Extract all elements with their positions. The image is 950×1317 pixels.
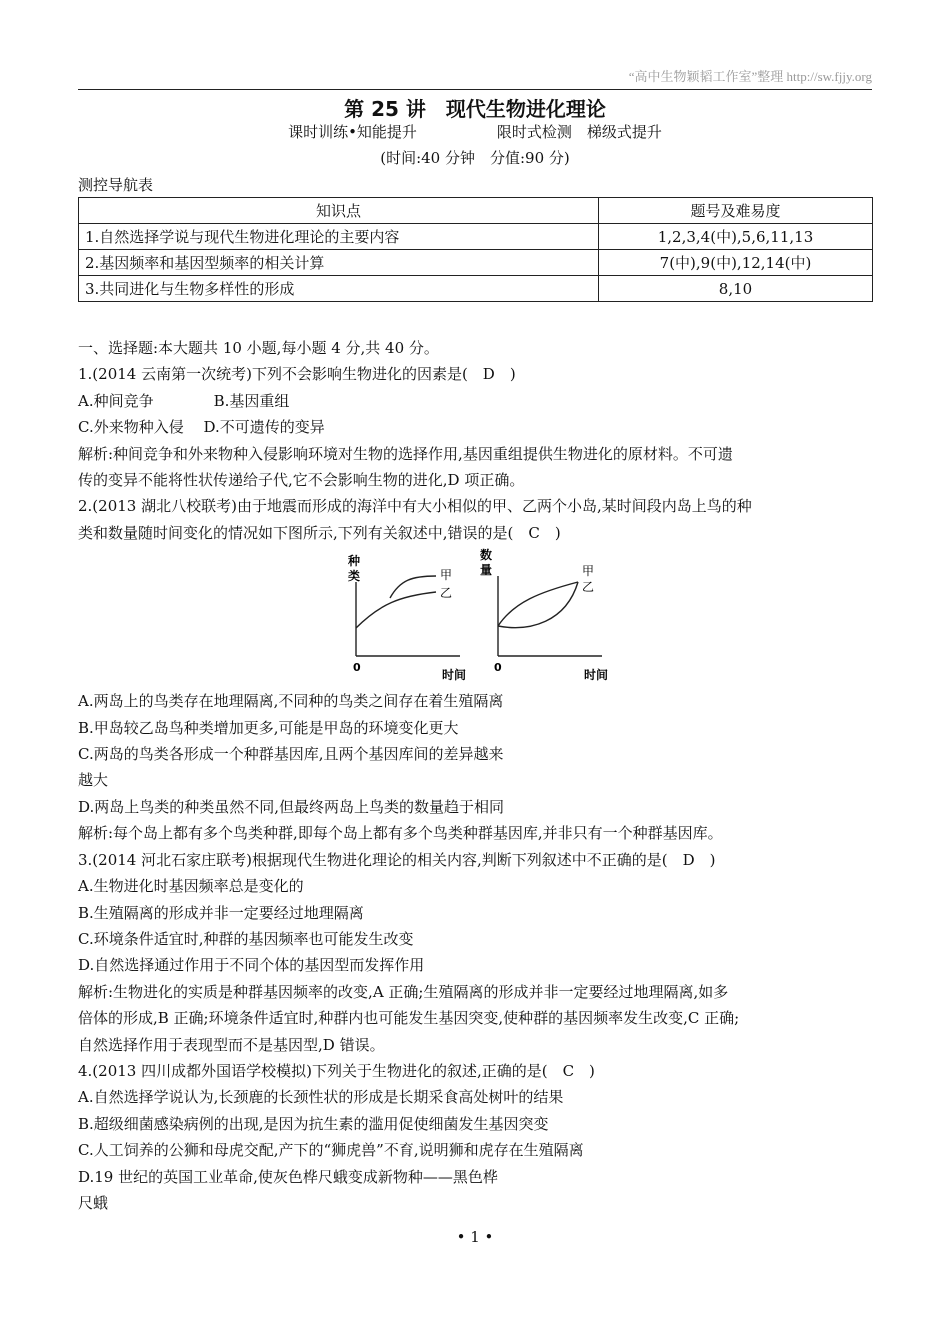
species-legend-yi: 乙 bbox=[440, 586, 453, 601]
nav-table bbox=[78, 197, 873, 302]
q4-option-d-cont: 尺蛾 bbox=[78, 1193, 109, 1212]
q3-option-d: D.自然选择通过作用于不同个体的基因型而发挥作用 bbox=[78, 956, 425, 975]
q2-option-d: D.两岛上鸟类的种类虽然不同,但最终两岛上鸟类的数量趋于相同 bbox=[78, 797, 505, 816]
species-ylabel: 种 bbox=[348, 554, 361, 569]
nav-table-header-row bbox=[79, 198, 873, 224]
q2-stem-line: 2.(2013 湖北八校联考)由于地震而形成的海洋中有大小相似的甲、乙两个小岛,某时间段内岛上鸟的种 bbox=[78, 497, 752, 516]
table-cell: 2.基因频率和基因型频率的相关计算 bbox=[79, 250, 599, 276]
quantity-curve-yi bbox=[498, 582, 578, 628]
question-content bbox=[78, 335, 874, 1216]
table-cell: 7(中),9(中),12,14(中) bbox=[599, 250, 873, 276]
subtitle-left: 课时训练•知能提升 bbox=[288, 123, 417, 141]
table-cell: 3.共同进化与生物多样性的形成 bbox=[79, 276, 599, 302]
quantity-legend-jia: 甲 bbox=[582, 564, 595, 579]
quantity-curve-jia bbox=[498, 582, 578, 626]
page-title: 第 25 讲 现代生物进化理论 bbox=[344, 97, 606, 121]
nav-header-knowledge: 知识点 bbox=[79, 198, 599, 224]
q4-stem: 4.(2013 四川成都外国语学校模拟)下列关于生物进化的叙述,正确的是( C ) bbox=[78, 1061, 595, 1080]
q2-option-c: C.两岛的鸟类各形成一个种群基因库,且两个基因库间的差异越来 bbox=[78, 745, 504, 764]
table-row bbox=[79, 250, 873, 276]
species-ylabel: 类 bbox=[348, 569, 361, 584]
q3-stem: 3.(2014 河北石家庄联考)根据现代生物进化理论的相关内容,判断下列叙述中不正确的是( D ) bbox=[78, 850, 716, 869]
subtitle-right: 限时式检测 梯级式提升 bbox=[496, 123, 662, 141]
q1-analysis-line: 传的变异不能将性状传递给子代,它不会影响生物的进化,D 项正确。 bbox=[78, 471, 525, 490]
species-legend-jia: 甲 bbox=[440, 568, 453, 583]
q3-option-c: C.环境条件适宜时,种群的基因频率也可能发生改变 bbox=[78, 929, 414, 948]
q3-analysis-line: 倍体的形成,B 正确;环境条件适宜时,种群内也可能发生基因突变,使种群的基因频率发生改变,C 正确; bbox=[78, 1009, 740, 1028]
species-origin: 0 bbox=[353, 661, 361, 675]
quantity-origin: 0 bbox=[494, 661, 502, 675]
species-curve-yi bbox=[356, 592, 436, 628]
q4-option-c: C.人工饲养的公狮和母虎交配,产下的“狮虎兽”不育,说明狮和虎存在生殖隔离 bbox=[78, 1141, 584, 1160]
nav-header-questions: 题号及难易度 bbox=[599, 198, 873, 224]
q1-options-ab: A.种间竞争 B.基因重组 bbox=[78, 391, 290, 410]
q2-figure bbox=[78, 546, 874, 688]
quantity-chart bbox=[470, 546, 620, 686]
section-heading: 一、选择题:本大题共 10 小题,每小题 4 分,共 40 分。 bbox=[78, 339, 439, 357]
q4-option-b: B.超级细菌感染病例的出现,是因为抗生素的滥用促使细菌发生基因突变 bbox=[78, 1114, 549, 1133]
species-chart bbox=[330, 546, 480, 686]
quantity-xlabel: 时间 bbox=[584, 668, 609, 683]
table-row bbox=[79, 276, 873, 302]
species-xlabel: 时间 bbox=[442, 668, 467, 683]
q3-analysis-line: 自然选择作用于表现型而不是基因型,D 错误。 bbox=[78, 1035, 385, 1054]
table-cell: 8,10 bbox=[599, 276, 873, 302]
q4-option-d: D.19 世纪的英国工业革命,使灰色桦尺蛾变成新物种——黑色桦 bbox=[78, 1167, 498, 1186]
q1-analysis-line: 解析:种间竞争和外来物种入侵影响环境对生物的选择作用,基因重组提供生物进化的原材料。不可遗 bbox=[78, 444, 733, 463]
page-number: • 1 • bbox=[456, 1228, 494, 1246]
q4-option-a: A.自然选择学说认为,长颈鹿的长颈性状的形成是长期采食高处树叶的结果 bbox=[78, 1088, 564, 1107]
q2-option-a: A.两岛上的鸟类存在地理隔离,不同种的鸟类之间存在着生殖隔离 bbox=[78, 692, 504, 711]
table-cell: 1.自然选择学说与现代生物进化理论的主要内容 bbox=[79, 224, 599, 250]
quantity-ylabel: 量 bbox=[480, 563, 493, 578]
time-info: (时间:40 分钟 分值:90 分) bbox=[380, 149, 570, 167]
q3-analysis-line: 解析:生物进化的实质是种群基因频率的改变,A 正确;生殖隔离的形成并非一定要经过地理隔离,如多 bbox=[78, 982, 729, 1001]
q2-option-c-cont: 越大 bbox=[78, 771, 109, 790]
q2-stem-line: 类和数量随时间变化的情况如下图所示,下列有关叙述中,错误的是( C ) bbox=[78, 523, 561, 542]
q3-option-a: A.生物进化时基因频率总是变化的 bbox=[78, 877, 304, 896]
nav-table-title: 测控导航表 bbox=[78, 176, 154, 194]
table-row bbox=[79, 224, 873, 250]
quantity-legend-yi: 乙 bbox=[582, 580, 595, 595]
header-rule bbox=[78, 89, 872, 90]
q1-stem: 1.(2014 云南第一次统考)下列不会影响生物进化的因素是( D ) bbox=[78, 365, 516, 384]
watermark: “高中生物颖韬工作室”整理 http://sw.fjjy.org bbox=[628, 69, 872, 84]
quantity-ylabel: 数 bbox=[480, 548, 493, 563]
q2-analysis: 解析:每个岛上都有多个鸟类种群,即每个岛上都有多个鸟类种群基因库,并非只有一个种群基因库。 bbox=[78, 824, 723, 843]
q3-option-b: B.生殖隔离的形成并非一定要经过地理隔离 bbox=[78, 903, 364, 922]
q1-options-cd: C.外来物种入侵 D.不可遗传的变异 bbox=[78, 418, 325, 437]
q2-option-b: B.甲岛较乙岛鸟种类增加更多,可能是甲岛的环境变化更大 bbox=[78, 718, 459, 737]
page-subtitle bbox=[0, 121, 950, 142]
species-curve-jia bbox=[390, 576, 436, 598]
table-cell: 1,2,3,4(中),5,6,11,13 bbox=[599, 224, 873, 250]
